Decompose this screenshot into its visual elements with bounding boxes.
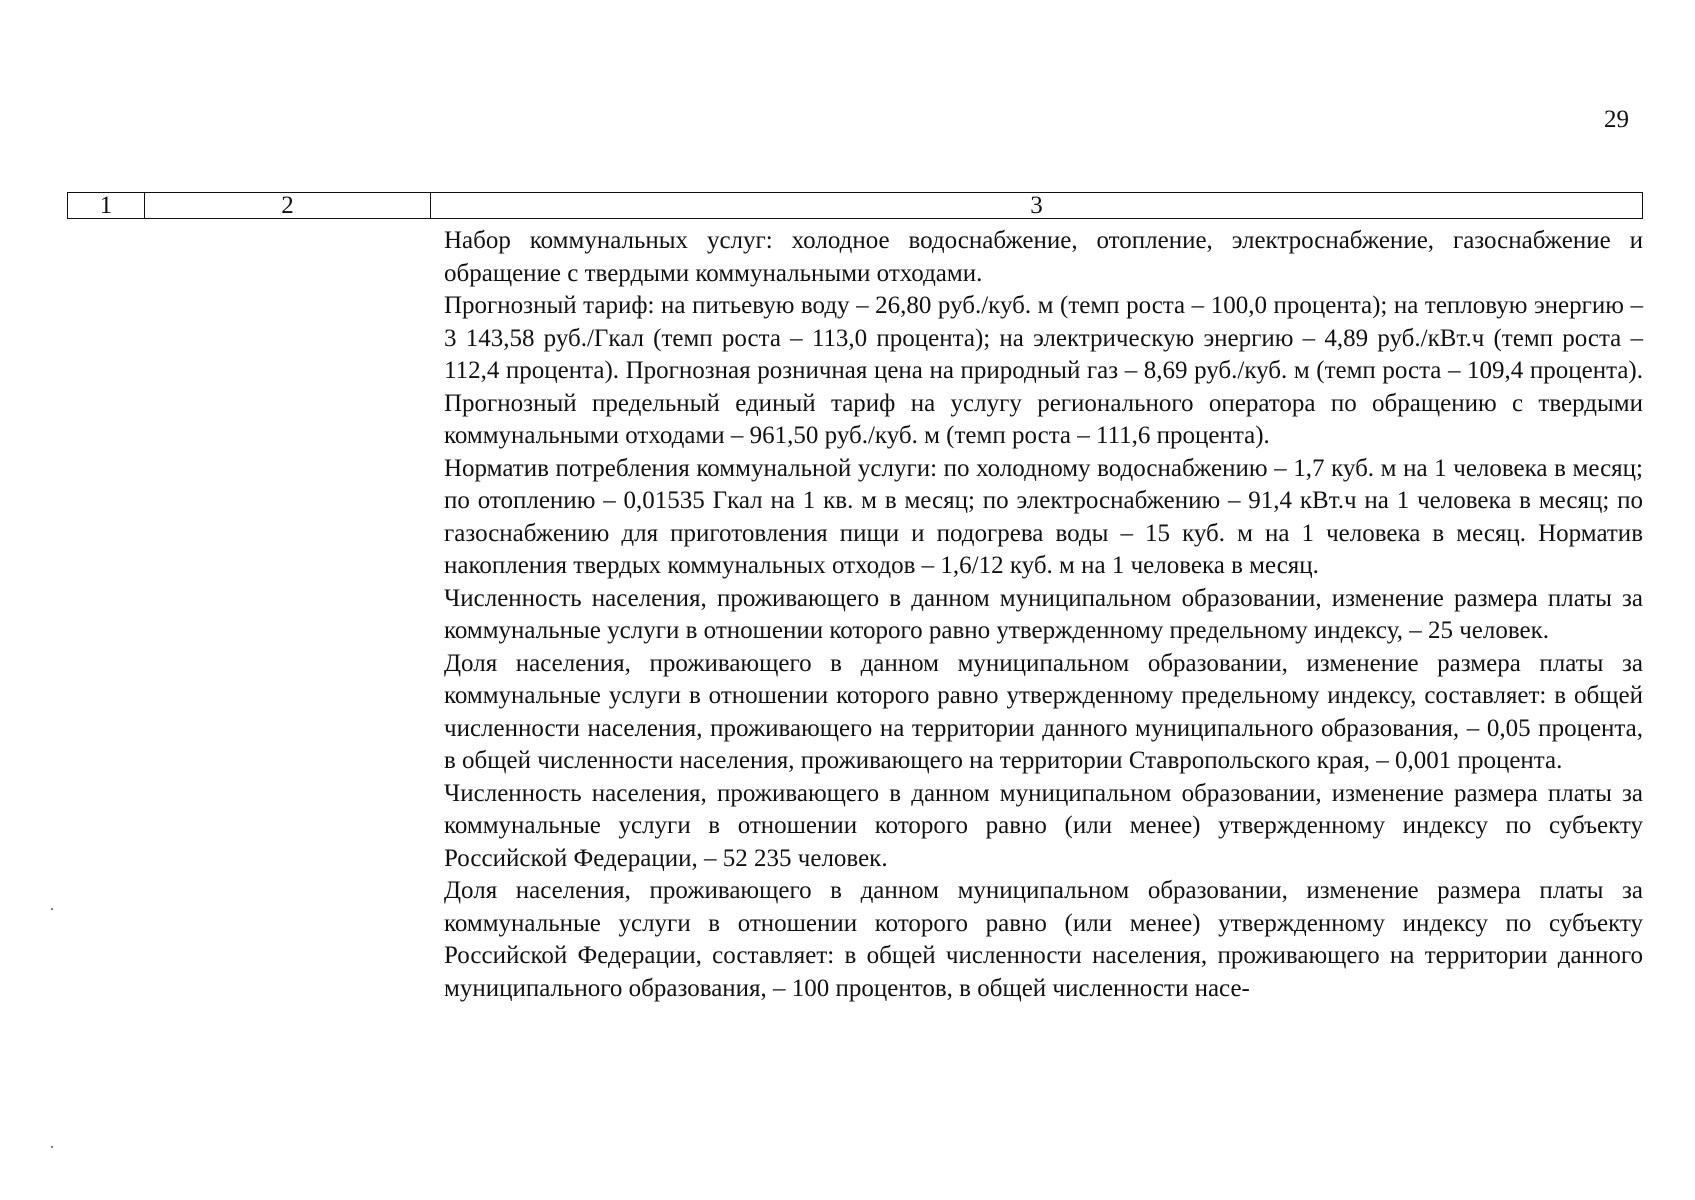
scan-speck [51,1146,53,1148]
table-header-col-2: 2 [145,193,431,218]
table-cell-col-3-content [444,225,1643,1005]
scan-speck [51,908,53,910]
paragraph-population-share-limit: Доля населения, проживающего в данном муниципальном образовании, изменение размера платы за коммунальные услуги в отношении которого равно утвержденному предельному индексу, составляет: в общей численности населения, проживающего на территории данного муниципального образования, – 0,05 процента, в общей численности населения, проживающего на территории Ставропольского края, – 0,001 процента. [444,649,1643,774]
paragraph-population-count-limit: Численность населения, проживающего в данном муниципальном образовании, изменение размера платы за коммунальные услуги в отношении которого равно утвержденному предельному индексу, – 25 человек. [444,584,1643,644]
table-header-col-3: 3 [1030,192,1043,219]
table-header-row [67,192,1643,219]
paragraph-consumption-norm: Норматив потребления коммунальной услуги: по холодному водоснабжению – 1,7 куб. м на 1 человека в месяц; по отоплению – 0,01535 Гкал на 1 кв. м в месяц; по электроснабжению – 91,4 кВт.ч на 1 человека в месяц; по газоснабжению для приготовления пищи и подогрева воды – 15 куб. м на 1 человека в месяц. Норматив накопления твердых коммунальных отходов – 1,6/12 куб. м на 1 человека в месяц. [444,454,1643,579]
paragraph-forecast-tariff: Прогнозный тариф: на питьевую воду – 26,80 руб./куб. м (темп роста – 100,0 процента); на тепловую энергию – 3 143,58 руб./Гкал (темп роста – 113,0 процента); на электрическую энергию – 4,89 руб./кВт.ч (темп роста – 112,4 процента). Прогнозная розничная цена на природный газ – 8,69 руб./куб. м (темп роста – 109,4 процента). Прогнозный предельный единый тариф на услугу регионального оператора по обращению с твердыми коммунальными отходами – 961,50 руб./куб. м (темп роста – 111,6 процента). [444,292,1643,449]
paragraph-population-share-federal: Доля населения, проживающего в данном муниципальном образовании, изменение размера платы за коммунальные услуги в отношении которого равно (или менее) утвержденному индексу по субъекту Российской Федерации, составляет: в общей численности населения, проживающего на территории данного муниципального образования, – 100 процентов, в общей численности насе- [444,877,1643,1002]
paragraph-population-count-federal: Численность населения, проживающего в данном муниципальном образовании, изменение размера платы за коммунальные услуги в отношении которого равно (или менее) утвержденному индексу по субъекту Российской Федерации, – 52 235 человек. [444,779,1643,872]
page-number: 29 [1604,106,1629,133]
paragraph-utility-services: Набор коммунальных услуг: холодное водоснабжение, отопление, электроснабжение, газоснабжение и обращение с твердыми коммунальными отходами. [444,227,1643,287]
table-header-col-1: 1 [68,193,145,218]
